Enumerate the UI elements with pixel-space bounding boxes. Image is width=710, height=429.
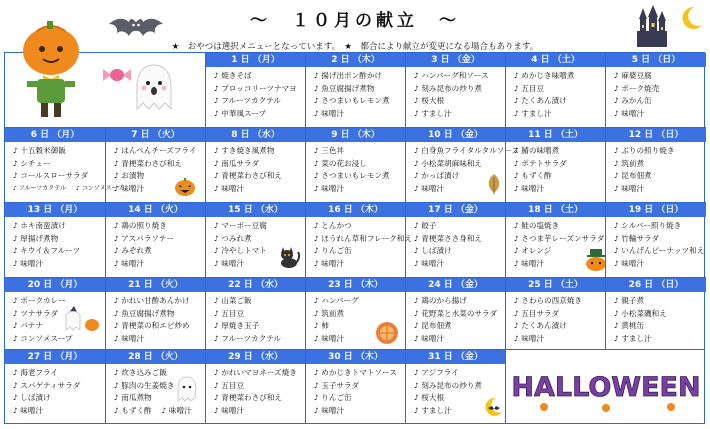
menu-item: ♪ 小松菜磯和え [614, 308, 667, 318]
day-cell [205, 127, 305, 202]
menu-item: ♪ スパゲティサラダ [13, 380, 81, 390]
menu-list [5, 142, 123, 195]
menu-item: ♪ 味噌汁 [161, 405, 192, 415]
menu-item: ♪ 柿 [314, 321, 329, 330]
menu-list [306, 217, 413, 270]
menu-item: ♪ さつまいもレモン煮 [314, 171, 390, 180]
menu-item: ♪ 味噌汁 [614, 258, 645, 268]
day-cell [605, 277, 706, 349]
menu-item: ♪ もずく酢 [114, 405, 152, 415]
menu-item: ♪ 親子煮 [614, 296, 645, 305]
menu-item: ♪ 青梗菜わさび和え [214, 171, 283, 180]
menu-list [106, 364, 205, 417]
menu-item: ♪ ハンバーグ和ソース [414, 71, 489, 80]
menu-item: ♪ すまし汁 [514, 108, 552, 118]
day-cell [405, 53, 505, 127]
halloween-banner [506, 350, 706, 425]
menu-item: ♪ 青梗菜ささ身和え [414, 233, 483, 243]
ghost-icon [133, 63, 175, 113]
day-cell [305, 127, 405, 202]
day-cell [305, 277, 405, 349]
menu-item: ♪ めかじきトマトソース [314, 368, 397, 377]
corner-illustration-cell [5, 53, 206, 127]
menu-list [606, 217, 706, 270]
day-header: 2 日 （木） [306, 53, 405, 67]
day-cell [205, 202, 305, 277]
menu-item: ♪ さつまいもレモン煮 [314, 96, 390, 105]
day-header: 30 日 （木） [306, 350, 405, 364]
day-header: 23 日 （木） [306, 278, 405, 292]
menu-item: ♪ 味噌汁 [13, 405, 44, 415]
day-cell [505, 127, 605, 202]
day-cell [605, 53, 706, 127]
day-header: 1 日 （月） [206, 53, 305, 67]
pumpkin-character-icon [15, 13, 87, 125]
header [0, 0, 710, 52]
menu-list [406, 217, 505, 270]
menu-item: ♪ すまし汁 [414, 108, 452, 118]
menu-item: ♪ 五目豆 [214, 380, 245, 390]
menu-item: ♪ 昆布佃煮 [414, 321, 452, 330]
menu-list [406, 67, 505, 120]
day-header: 28 日 （火） [106, 350, 205, 364]
menu-item: ♪ 味噌汁 [114, 333, 145, 343]
menu-item: ♪ 十五穀米御飯 [13, 146, 66, 155]
menu-item: ♪ すまし汁 [614, 333, 652, 343]
menu-item: ♪ 刻み昆布の炒り煮 [414, 380, 483, 390]
menu-item: ♪ 白身魚フライタルタルソース [414, 146, 520, 155]
day-header: 15 日 （水） [206, 203, 305, 217]
menu-item: ♪ 焼きそば [214, 71, 252, 80]
halloween-text: HALLOWEEN [511, 372, 701, 403]
menu-item: ♪ シチュー [13, 158, 51, 168]
menu-item: ♪ ぶりの照り焼き [614, 146, 675, 155]
menu-item: ♪ しば漬け [13, 393, 51, 402]
day-cell [405, 127, 520, 202]
menu-list [406, 292, 505, 345]
day-header: 29 日 （水） [206, 350, 305, 364]
menu-item: ♪ ポテトサラダ [514, 158, 567, 168]
menu-item: ♪ たくあん漬け [514, 96, 567, 105]
day-header: 9 日 （木） [306, 128, 405, 142]
menu-item: ♪ めかじき味噌煮 [514, 71, 575, 80]
menu-item: ♪ 五目豆 [214, 308, 245, 318]
day-cell [605, 127, 706, 202]
day-header: 31 日 （金） [406, 350, 505, 364]
menu-list [506, 142, 605, 195]
menu-item: ♪ 味噌汁 [614, 108, 645, 118]
day-header: 18 日 （土） [506, 203, 605, 217]
menu-item: ♪ 五目豆 [514, 83, 545, 93]
menu-item: ♪ コンソメスープ [75, 184, 123, 192]
day-header: 24 日 （金） [406, 278, 505, 292]
menu-item: ♪ 冷やしトマト [214, 246, 267, 255]
menu-item: ♪ 味噌汁 [314, 333, 345, 343]
menu-item: ♪ 菜の花お浸し [314, 158, 367, 168]
halloween-banner-cell [505, 349, 705, 424]
day-header: 22 日 （水） [206, 278, 305, 292]
day-header: 20 日 （月） [5, 278, 105, 292]
menu-item: ♪ はんぺんチーズフライ [114, 146, 197, 155]
menu-item: ♪ シルバー照り焼き [614, 221, 682, 230]
menu-item: ♪ かれい甘酢あんかけ [114, 296, 190, 305]
menu-list [506, 67, 605, 120]
menu-list [606, 67, 706, 120]
day-cell [5, 202, 105, 277]
menu-list [5, 217, 105, 270]
menu-item: ♪ 桜大根 [414, 393, 445, 402]
menu-item: ♪ 海老フライ [13, 368, 59, 377]
menu-item: ♪ すき焼き風煮物 [214, 146, 275, 155]
menu-item: ♪ 桜大根 [414, 96, 445, 105]
menu-item: ♪ バナナ [13, 321, 44, 330]
day-header: 4 日 （土） [506, 53, 605, 67]
candy-icon [103, 67, 131, 83]
day-header: 11 日 （土） [506, 128, 605, 142]
day-cell [305, 349, 405, 424]
day-header: 16 日 （木） [306, 203, 405, 217]
menu-item: ♪ 味噌汁 [214, 183, 245, 193]
menu-list [206, 217, 305, 270]
menu-item: ♪ 味噌汁 [414, 333, 445, 343]
menu-item: ♪ 三色丼 [314, 146, 345, 155]
day-cell [505, 53, 605, 127]
day-cell [105, 349, 205, 424]
menu-item: ♪ たくあん漬け [514, 321, 567, 330]
menu-list [406, 364, 505, 417]
menu-item: ♪ 餃子 [414, 221, 437, 230]
menu-item: ♪ 小松菜胡麻味和え [414, 158, 483, 168]
day-cell [405, 277, 505, 349]
menu-item: ♪ みかん缶 [614, 96, 652, 105]
menu-item: ♪ キウイ＆フルーツ [13, 246, 81, 255]
day-header: 8 日 （水） [206, 128, 305, 142]
menu-item: ♪ 味噌汁 [414, 258, 445, 268]
menu-list [206, 142, 305, 195]
menu-item: ♪ コンソメスープ [13, 333, 73, 343]
menu-list [306, 364, 405, 417]
day-header: 7 日 （火） [106, 128, 205, 142]
menu-item: ♪ ポークカレー [13, 296, 66, 305]
menu-item: ♪ 味噌汁 [114, 258, 145, 268]
menu-item: ♪ 筑前煮 [314, 308, 345, 318]
menu-item: ♪ 味噌汁 [314, 183, 345, 193]
menu-item: ♪ 黄桃缶 [614, 321, 645, 330]
day-cell [105, 202, 205, 277]
menu-item: ♪ アジフライ [414, 368, 459, 377]
menu-item: ♪ 味噌汁 [314, 405, 345, 415]
menu-list [306, 142, 405, 195]
day-cell [405, 349, 505, 424]
menu-list [106, 292, 205, 345]
menu-item: ♪ 刻み昆布の炒り煮 [414, 83, 483, 93]
day-header: 13 日 （月） [5, 203, 105, 217]
day-cell [605, 202, 706, 277]
menu-list [306, 292, 405, 345]
menu-item: ♪ 味噌汁 [13, 258, 44, 268]
menu-item: ♪ ほうれん草和フレーク和え [314, 233, 413, 243]
day-cell [205, 349, 305, 424]
menu-list [506, 217, 605, 270]
day-header: 6 日 （月） [5, 128, 105, 142]
bat-icon [108, 14, 164, 42]
menu-item: ♪ 厚焼き玉子 [214, 321, 260, 330]
menu-item: ♪ ブロッコリーツナマヨ [214, 83, 297, 93]
menu-item: ♪ いんげんピーナッツ和え [614, 246, 705, 255]
menu-item: ♪ 鶏のから揚げ [414, 296, 467, 305]
menu-item: ♪ 鶏の照り焼き [114, 221, 167, 230]
crescent-moon-icon [678, 5, 704, 31]
menu-item: ♪ 厚揚げ煮物 [13, 233, 59, 243]
day-header: 10 日 （金） [406, 128, 505, 142]
day-cell [205, 277, 305, 349]
menu-item: ♪ ホキ南蛮漬け [13, 221, 66, 230]
menu-item: ♪ りんご缶 [314, 246, 352, 255]
day-cell [5, 349, 105, 424]
day-cell [405, 202, 505, 277]
menu-item: ♪ りんご缶 [314, 393, 352, 402]
menu-item: ♪ とんかつ [314, 221, 352, 230]
menu-item: ♪ 玉子サラダ [314, 380, 360, 390]
menu-item: ♪ 味噌汁 [314, 108, 345, 118]
menu-item-pair [114, 405, 201, 418]
menu-item: ♪ 昆布佃煮 [614, 171, 652, 180]
menu-item: ♪ みぞれ煮 [114, 246, 152, 255]
menu-item: ♪ 竹輪サラダ [614, 233, 660, 243]
menu-item-pair [13, 183, 123, 196]
menu-list [106, 217, 205, 270]
menu-item: ♪ 味噌汁 [314, 258, 345, 268]
menu-item: ♪ オレンジ [514, 246, 552, 255]
notice-text: ★ おやつは選択メニューとなっています。 ★ 都合により献立が変更になる場合もあります。 [171, 42, 539, 52]
day-cell [105, 277, 205, 349]
menu-item: ♪ 筑前煮 [614, 158, 645, 168]
menu-item: ♪ ポーク焼売 [614, 83, 660, 93]
menu-item: ♪ 味噌汁 [414, 183, 445, 193]
menu-item: ♪ 山菜ご飯 [214, 296, 252, 305]
day-cell [5, 277, 105, 349]
day-cell [505, 277, 605, 349]
menu-item: ♪ フルーツカクテル [214, 96, 282, 105]
day-cell [305, 202, 413, 277]
menu-item: ♪ 中華風スープ [214, 108, 267, 118]
day-header: 12 日 （日） [606, 128, 706, 142]
menu-item: ♪ 味噌汁 [614, 183, 645, 193]
menu-item: ♪ フルーツカクテル [214, 333, 282, 343]
day-cell [505, 202, 605, 277]
menu-item: ♪ もずく酢 [514, 171, 552, 180]
menu-item: ♪ 味噌汁 [514, 333, 545, 343]
day-header: 17 日 （金） [406, 203, 505, 217]
menu-item: ♪ 味噌汁 [214, 405, 245, 415]
day-header: 3 日 （金） [406, 53, 505, 67]
menu-list [406, 142, 520, 195]
menu-item: ♪ さわらの西京焼き [514, 296, 583, 305]
day-cell [205, 53, 305, 127]
menu-item: ♪ 青梗菜わさび和え [114, 158, 183, 168]
menu-list [306, 67, 405, 120]
menu-item: ♪ 南瓜サラダ [214, 158, 260, 168]
menu-item: ♪ ツナサラダ [13, 308, 59, 318]
day-header: 27 日 （月） [5, 350, 105, 364]
day-header: 25 日 （土） [506, 278, 605, 292]
day-header: 21 日 （火） [106, 278, 205, 292]
menu-item: ♪ 味噌汁 [514, 183, 545, 193]
menu-item: ♪ すまし汁 [414, 405, 452, 415]
menu-item: ♪ 鮭の塩焼き [514, 221, 560, 230]
menu-item: ♪ アスパラソテー [114, 233, 175, 243]
menu-item: ♪ 揚げ出ポン酢かけ [314, 71, 383, 80]
day-header: 19 日 （日） [606, 203, 706, 217]
menu-list [5, 364, 105, 417]
menu-list [5, 292, 105, 345]
menu-list [506, 292, 605, 345]
menu-list [606, 292, 706, 345]
menu-item: ♪ マーボー豆腐 [214, 221, 267, 230]
menu-item: ♪ コールスローサラダ [13, 171, 89, 180]
menu-item: ♪ ハンバーグ [314, 296, 359, 305]
castle-icon [633, 5, 671, 47]
menu-item: ♪ かれいマヨネーズ焼き [214, 368, 297, 377]
day-header: 14 日 （火） [106, 203, 205, 217]
menu-item: ♪ 炊き込みご飯 [114, 368, 167, 377]
menu-item: ♪ 花野菜と水菜のサラダ [414, 308, 498, 318]
menu-item: ♪ かっぱ漬け [414, 171, 460, 180]
menu-item: ♪ 鯖の味噌煮 [514, 146, 560, 155]
menu-list [606, 142, 706, 195]
menu-item: ♪ つみれ煮 [214, 233, 252, 243]
menu-item: ♪ 南瓜煮物 [114, 393, 152, 402]
menu-item: ♪ 豚肉の生姜焼き [114, 380, 175, 390]
menu-item: ♪ 青梗菜の和エビ炒め [114, 321, 190, 330]
menu-item: ♪ 五目サラダ [514, 308, 560, 318]
day-cell [305, 53, 405, 127]
menu-item: ♪ お漬物 [114, 171, 145, 180]
menu-list [206, 67, 305, 120]
menu-calendar [4, 52, 705, 424]
menu-item: ♪ 麻婆豆腐 [614, 71, 652, 80]
menu-item: ♪ 味噌汁 [114, 183, 145, 193]
menu-list [206, 364, 305, 417]
menu-list [106, 142, 205, 195]
day-cell [105, 127, 205, 202]
menu-item: ♪ 味噌汁 [514, 258, 545, 268]
menu-item: ♪ しば漬け [414, 246, 452, 255]
menu-list [206, 292, 305, 345]
menu-item: ♪ 魚豆腐揚げ煮物 [114, 308, 175, 318]
menu-item: ♪ フルーツカクテル [13, 184, 66, 192]
menu-item: ♪ 青梗菜わさび和え [214, 393, 283, 402]
menu-item: ♪ さつま芋レーズンサラダ [514, 233, 605, 243]
day-header: 26 日 （日） [606, 278, 706, 292]
day-header: 5 日 （日） [606, 53, 706, 67]
menu-item: ♪ 魚豆腐揚げ煮物 [314, 83, 375, 93]
menu-item: ♪ 味噌汁 [214, 258, 245, 268]
page-title: ～ １０月の献立 ～ [250, 11, 460, 31]
day-cell [5, 127, 123, 202]
